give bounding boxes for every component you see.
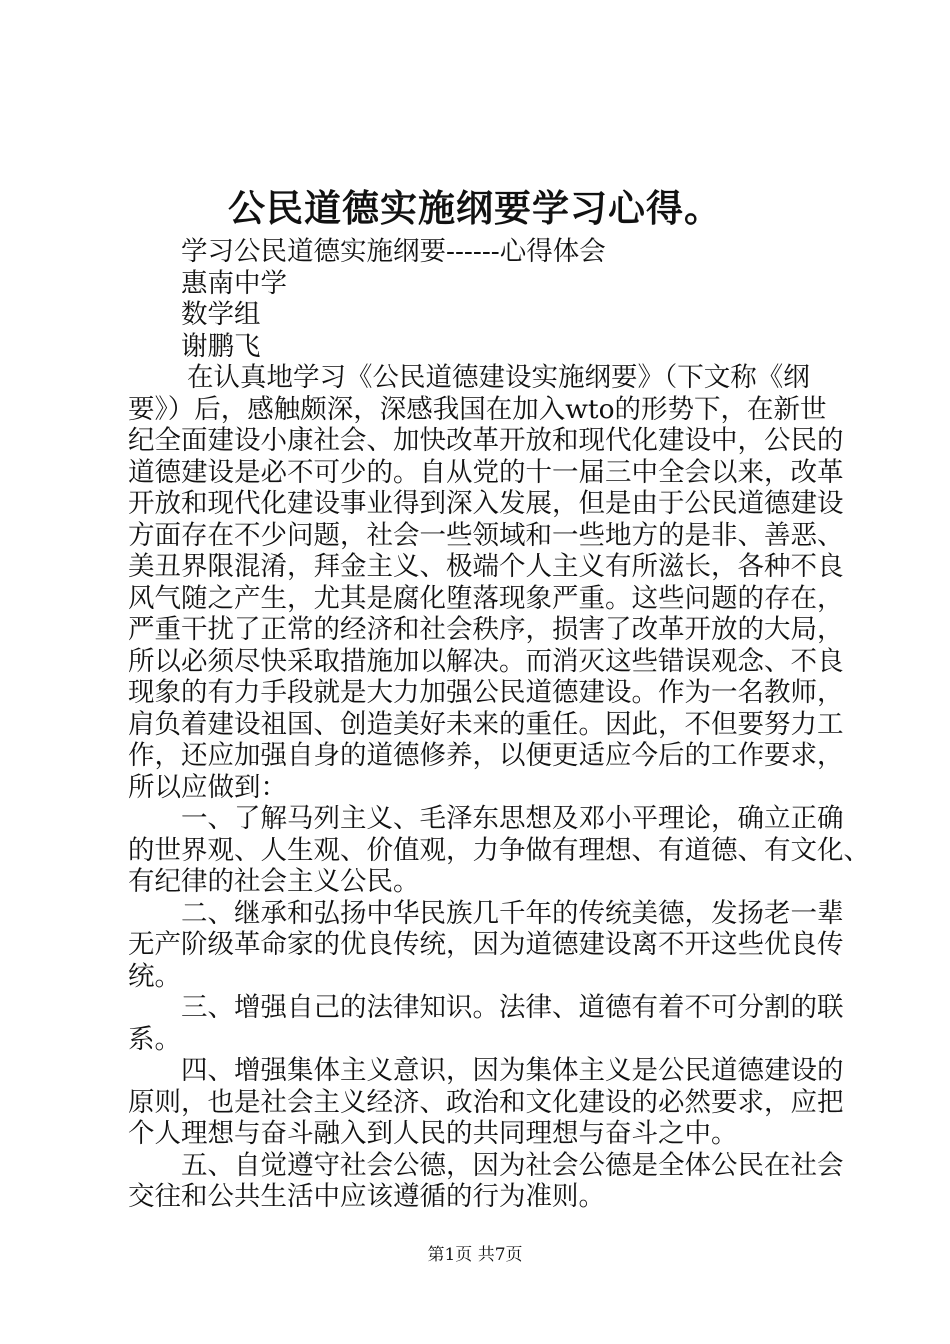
document-title: 公民道德实施纲要学习心得。 (228, 186, 722, 230)
paragraph-line: 四、增强集体主义意识，因为集体主义是公民道德建设的 (181, 1055, 844, 1086)
paragraph-line: 系。 (128, 1023, 181, 1055)
paragraph-point-2 (128, 897, 844, 993)
document-body (128, 236, 870, 1213)
paragraph-line: 道德建设是必不可少的。自从党的十一届三中全会以来，改革 (128, 456, 844, 488)
paragraph-line: 个人理想与奋斗融入到人民的共同理想与奋斗之中。 (128, 1118, 738, 1149)
paragraph-line: 二、继承和弘扬中华民族几千年的传统美德，发扬老一辈 (181, 897, 844, 929)
paragraph-point-5 (128, 1149, 844, 1213)
paragraph-intro (128, 362, 844, 803)
paragraph-line: 肩负着建设祖国、创造美好未来的重任。因此，不但要努力工 (128, 708, 844, 740)
paragraph-point-4 (128, 1055, 844, 1150)
paragraph-line: 原则，也是社会主义经济、政治和文化建设的必然要求，应把 (128, 1086, 844, 1118)
paragraph-point-3 (128, 992, 844, 1055)
paragraph-line: 交往和公共生活中应该遵循的行为准则。 (128, 1181, 605, 1212)
paragraph-line: 作，还应加强自身的道德修养，以便更适应今后的工作要求， (128, 740, 844, 771)
paragraph-line: 有纪律的社会主义公民。 (128, 866, 420, 897)
paragraph-line: 要》）后，感触颇深，深感我国在加入wto的形势下，在新世 (128, 393, 827, 425)
paragraph-line: 统。 (128, 960, 181, 992)
paragraph-line: 三、增强自己的法律知识。法律、道德有着不可分割的联 (181, 992, 844, 1023)
paragraph-line: 所以应做到： (128, 771, 287, 803)
page-number-footer: 第1页 共7页 (427, 1245, 523, 1265)
paragraph-line: 严重干扰了正常的经济和社会秩序，损害了改革开放的大局， (128, 614, 844, 645)
school-name: 惠南中学 (181, 267, 287, 299)
paragraph-line: 美丑界限混淆，拜金主义、极端个人主义有所滋长，各种不良 (128, 551, 844, 582)
group-name: 数学组 (181, 299, 261, 330)
author-name: 谢鹏飞 (181, 330, 261, 362)
paragraph-point-1 (128, 803, 870, 898)
paragraph-line: 所以必须尽快采取措施加以解决。而消灭这些错误观念、不良 (128, 645, 844, 677)
paragraph-line: 一、了解马列主义、毛泽东思想及邓小平理论，确立正确 (181, 803, 844, 834)
paragraph-line: 纪全面建设小康社会、加快改革开放和现代化建设中，公民的 (128, 425, 844, 456)
paragraph-line: 方面存在不少问题，社会一些领域和一些地方的是非、善恶、 (128, 519, 844, 551)
paragraph-line: 无产阶级革命家的优良传统，因为道德建设离不开这些优良传 (128, 929, 844, 960)
paragraph-line: 现象的有力手段就是大力加强公民道德建设。作为一名教师， (128, 677, 844, 708)
paragraph-line: 在认真地学习《公民道德建设实施纲要》（下文称《纲 (187, 362, 810, 393)
subtitle-line: 学习公民道德实施纲要------心得体会 (181, 236, 606, 267)
paragraph-line: 开放和现代化建设事业得到深入发展，但是由于公民道德建设 (128, 488, 844, 519)
paragraph-line: 五、自觉遵守社会公德，因为社会公德是全体公民在社会 (181, 1149, 844, 1181)
paragraph-line: 的世界观、人生观、价值观，力争做有理想、有道德、有文化、 (128, 834, 870, 866)
paragraph-line: 风气随之产生，尤其是腐化堕落现象严重。这些问题的存在， (128, 582, 844, 614)
